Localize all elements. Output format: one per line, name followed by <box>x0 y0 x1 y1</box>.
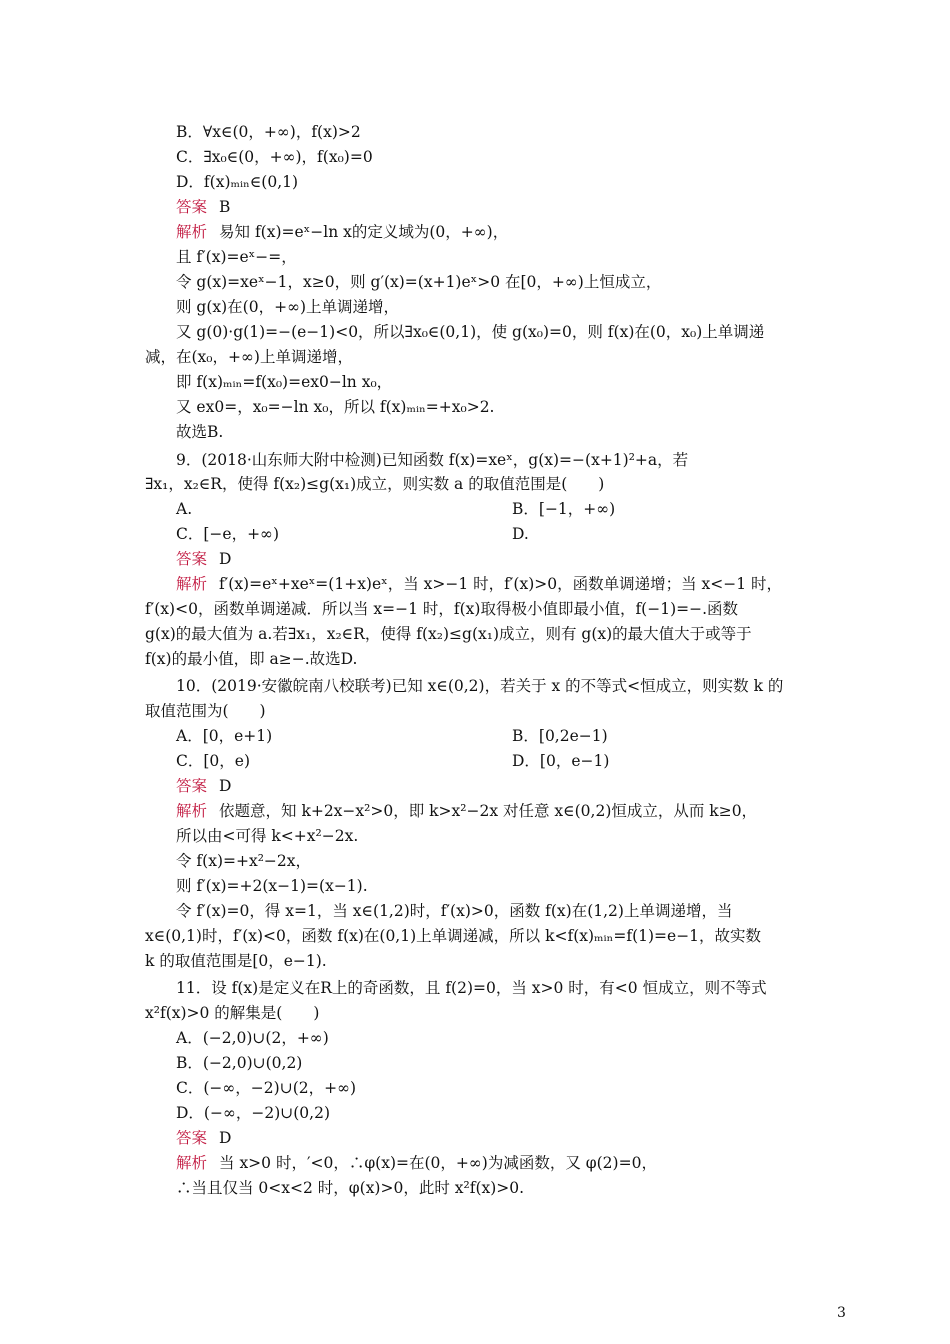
analysis-text: 所以由<可得 k<+x²−2x. <box>176 827 359 845</box>
answer-label: 答案 <box>176 198 208 216</box>
analysis-text: 则 f′(x)=+2(x−1)=(x−1). <box>176 877 368 895</box>
option-c: C．[−e，+∞) <box>176 525 280 543</box>
analysis-text: 易知 f(x)=eˣ−ln x的定义域为(0，+∞)， <box>219 223 509 241</box>
option-c: C．(−∞，−2)∪(2，+∞) <box>176 1079 357 1097</box>
answer-value: D <box>219 1129 232 1147</box>
question-stem: 取值范围为( ) <box>145 702 266 720</box>
analysis-text: 又 ex0=，x₀=−ln x₀，所以 f(x)ₘᵢₙ=+x₀>2. <box>176 398 495 416</box>
option-d: D．f(x)ₘᵢₙ∈(0,1) <box>176 173 299 191</box>
question-stem: ∃x₁，x₂∈R，使得 f(x₂)≤g(x₁)成立，则实数 a 的取值范围是( ) <box>145 475 605 493</box>
analysis-label: 解析 <box>176 223 208 241</box>
analysis-text: f(x)的最小值，即 a≥−.故选D. <box>145 650 358 668</box>
answer-value: B <box>219 198 231 216</box>
option-b: B．∀x∈(0，+∞)，f(x)>2 <box>176 123 361 141</box>
answer-line <box>176 1128 231 1148</box>
analysis-text: 当 x>0 时，′<0，∴φ(x)=在(0，+∞)为减函数，又 φ(2)=0， <box>219 1154 657 1172</box>
analysis-line <box>176 801 757 821</box>
analysis-text: ∴当且仅当 0<x<2 时，φ(x)>0，此时 x²f(x)>0. <box>176 1179 525 1197</box>
analysis-text: 又 g(0)·g(1)=−(e−1)<0，所以∃x₀∈(0,1)，使 g(x₀)=0，则 f(x)在(0，x₀)上单调递 <box>176 323 765 341</box>
analysis-text: 令 f(x)=+x²−2x， <box>176 852 312 870</box>
option-c: C．∃x₀∈(0，+∞)，f(x₀)=0 <box>176 148 373 166</box>
option-a: A. <box>176 500 193 518</box>
question-stem: x²f(x)>0 的解集是( ) <box>145 1004 320 1022</box>
option-a: A．[0，e+1) <box>176 727 273 745</box>
question-stem: 9．(2018·山东师大附中检测)已知函数 f(x)=xeˣ，g(x)=−(x+1)²+a，若 <box>176 451 689 469</box>
answer-line <box>176 776 231 796</box>
answer-label: 答案 <box>176 550 208 568</box>
answer-line <box>176 197 230 217</box>
analysis-text: f′(x)=eˣ+xeˣ=(1+x)eˣ，当 x>−1 时，f′(x)>0，函数单调递增；当 x<−1 时， <box>219 575 783 593</box>
option-b: B．[0,2e−1) <box>512 727 608 745</box>
option-b: B．(−2,0)∪(0,2) <box>176 1054 303 1072</box>
answer-label: 答案 <box>176 777 208 795</box>
option-d: D. <box>512 525 529 543</box>
analysis-label: 解析 <box>176 802 208 820</box>
analysis-text: 且 f′(x)=eˣ−=， <box>176 248 297 266</box>
option-c: C．[0，e) <box>176 752 250 770</box>
analysis-label: 解析 <box>176 1154 208 1172</box>
analysis-text: 令 f′(x)=0，得 x=1，当 x∈(1,2)时，f′(x)>0，函数 f(x)在(1,2)上单调递增，当 <box>176 902 733 920</box>
analysis-text: 减，在(x₀，+∞)上单调递增， <box>145 348 353 366</box>
analysis-text: 令 g(x)=xeˣ−1，x≥0，则 g′(x)=(x+1)eˣ>0 在[0，+∞)上恒成立， <box>176 273 662 291</box>
analysis-text: 依题意，知 k+2x−x²>0，即 k>x²−2x 对任意 x∈(0,2)恒成立，从而 k≥0， <box>219 802 758 820</box>
analysis-text: f′(x)<0，函数单调递减．所以当 x=−1 时，f(x)取得极小值即最小值，f(−1)=−.函数 <box>145 600 739 618</box>
analysis-line <box>176 574 782 594</box>
analysis-line <box>176 222 508 242</box>
analysis-label: 解析 <box>176 575 208 593</box>
analysis-text: g(x)的最大值为 a.若∃x₁，x₂∈R，使得 f(x₂)≤g(x₁)成立，则有 g(x)的最大值大于或等于 <box>145 625 752 643</box>
analysis-line <box>176 1153 657 1173</box>
answer-line <box>176 549 231 569</box>
question-stem: 11．设 f(x)是定义在R上的奇函数，且 f(2)=0，当 x>0 时，有<0 恒成立，则不等式 <box>176 979 767 997</box>
analysis-text: 即 f(x)ₘᵢₙ=f(x₀)=ex0−ln x₀， <box>176 373 393 391</box>
option-b: B．[−1，+∞) <box>512 500 616 518</box>
analysis-text: x∈(0,1)时，f′(x)<0，函数 f(x)在(0,1)上单调递减，所以 k<f(x)ₘᵢₙ=f(1)=e−1，故实数 <box>145 927 762 945</box>
question-stem: 10．(2019·安徽皖南八校联考)已知 x∈(0,2)，若关于 x 的不等式<恒成立，则实数 k 的 <box>176 677 784 695</box>
option-a: A．(−2,0)∪(2，+∞) <box>176 1029 329 1047</box>
answer-value: D <box>219 777 232 795</box>
option-d: D．[0，e−1) <box>512 752 610 770</box>
answer-value: D <box>219 550 232 568</box>
page-number: 3 <box>837 1305 846 1321</box>
option-d: D．(−∞，−2)∪(0,2) <box>176 1104 331 1122</box>
analysis-text: 故选B. <box>176 423 224 441</box>
answer-label: 答案 <box>176 1129 208 1147</box>
analysis-text: k 的取值范围是[0，e−1). <box>145 952 327 970</box>
analysis-text: 则 g(x)在(0，+∞)上单调递增， <box>176 298 400 316</box>
